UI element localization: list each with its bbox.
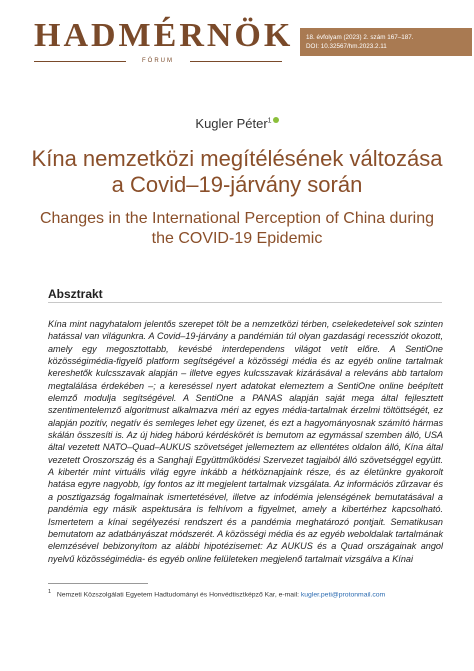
abstract-body (48, 318, 443, 565)
journal-masthead (34, 17, 294, 64)
footnote-text: Nemzeti Közszolgálati Egyetem Hadtudományi és Honvédtisztképző Kar, e-mail: (56, 591, 299, 599)
article-title-hungarian: Kína nemzetközi megítélésének változása a Covid–19-járvány során (31, 146, 443, 197)
footnote-number: 1 (48, 589, 52, 595)
masthead-rule-right (190, 61, 282, 62)
orcid-icon[interactable] (273, 117, 279, 123)
abstract-divider (48, 302, 442, 303)
issue-metadata-box (300, 28, 472, 56)
author-line (0, 116, 474, 131)
journal-title: HADMÉRNÖK (34, 17, 294, 54)
abstract-text: Kína mint nagyhatalom jelentős szerepet tölt be a nemzetközi térben, cselekedeteivel sok szinten hatással van világunkra. A Covid–19-járvány a pandémián túl olyan gazdasági recessziót okozott, amely egy megosztottabb, kevésbé interdependens világot vetít előre. A SentiOne közösségimédia-figyelő platform segítségével a közösségi média és az egyéb online tartalmak kereshetők kulcsszavak alapján – illetve egyes kulcsszavak kizárásával a releváns abb tartalom megtalálása érdekében –; a kereséssel nyert adatokat elemeztem a SentiOne online beépített elemző modulja segítségével. A SentiOne a PANAS alapján saját mega által fejlesztett szentimentelemző algoritmust alkalmazva méri az egyes média-tartalmak érzelmi töltöttségét, ez alapján pozitív, negatív és semleges lehet egy üzenet, és ezt a hagyományosnak számító hármas skálán összesíti is. Az új hideg háború kérdéskörét is bemutom az egymással szemben álló, USA által vezetett NATO–Quad–AUKUS szövetséget jellemeztem az ellentétes oldalon álló, Kína által vezetett Oroszország és a Sanghaji Együttműködési Szervezet tagjaiból álló szövetséggel együtt. A kibertér mint virtuális világ egyre inkább a hétköznapjaink része, és az életünkre gyakorolt hatása egyre nagyobb, így fontos az itt megjelent tartalmak vizsgálata. Az információs zűrzavar és a posztigazság fogalmainak ismertetésével, illetve az infodémia jelenségének bemutatásával a pandémia egy másik aspektusára is felhívom a figyelmet, amely a kibertérhez kapcsolható. Ismertetem a kínai segélyezési rendszert és a pandémia meghatározó pontjait. Sematikusan bemutatom az adatbányászat módszerét. A közösségi média és az egyéb weboldalak tartalmának elemzésével bebizonyítom az alábbi hipotézisemet: Az AUKUS és a Quad országainak angol nyelvű közösségimédia- és egyéb online felületeken megjelenő tartalmait vizsgálva a Kínai (48, 319, 443, 564)
footnote (48, 589, 448, 598)
author-name: Kugler Péter (195, 116, 268, 131)
footnote-divider (48, 583, 148, 584)
author-footnote-marker: 1 (267, 117, 272, 125)
journal-subtitle: FÓRUM (142, 58, 174, 64)
article-title-english: Changes in the International Perception of China during the COVID-19 Epidemic (39, 210, 435, 247)
abstract-heading: Absztrakt (48, 287, 103, 301)
footnote-email-link[interactable]: kugler.peti@protonmail.com (300, 591, 386, 599)
doi-text: DOI: 10.32567/hm.2023.2.11 (306, 43, 387, 50)
issue-info: 18. évfolyam (2023) 2. szám 167–187. (306, 34, 414, 41)
